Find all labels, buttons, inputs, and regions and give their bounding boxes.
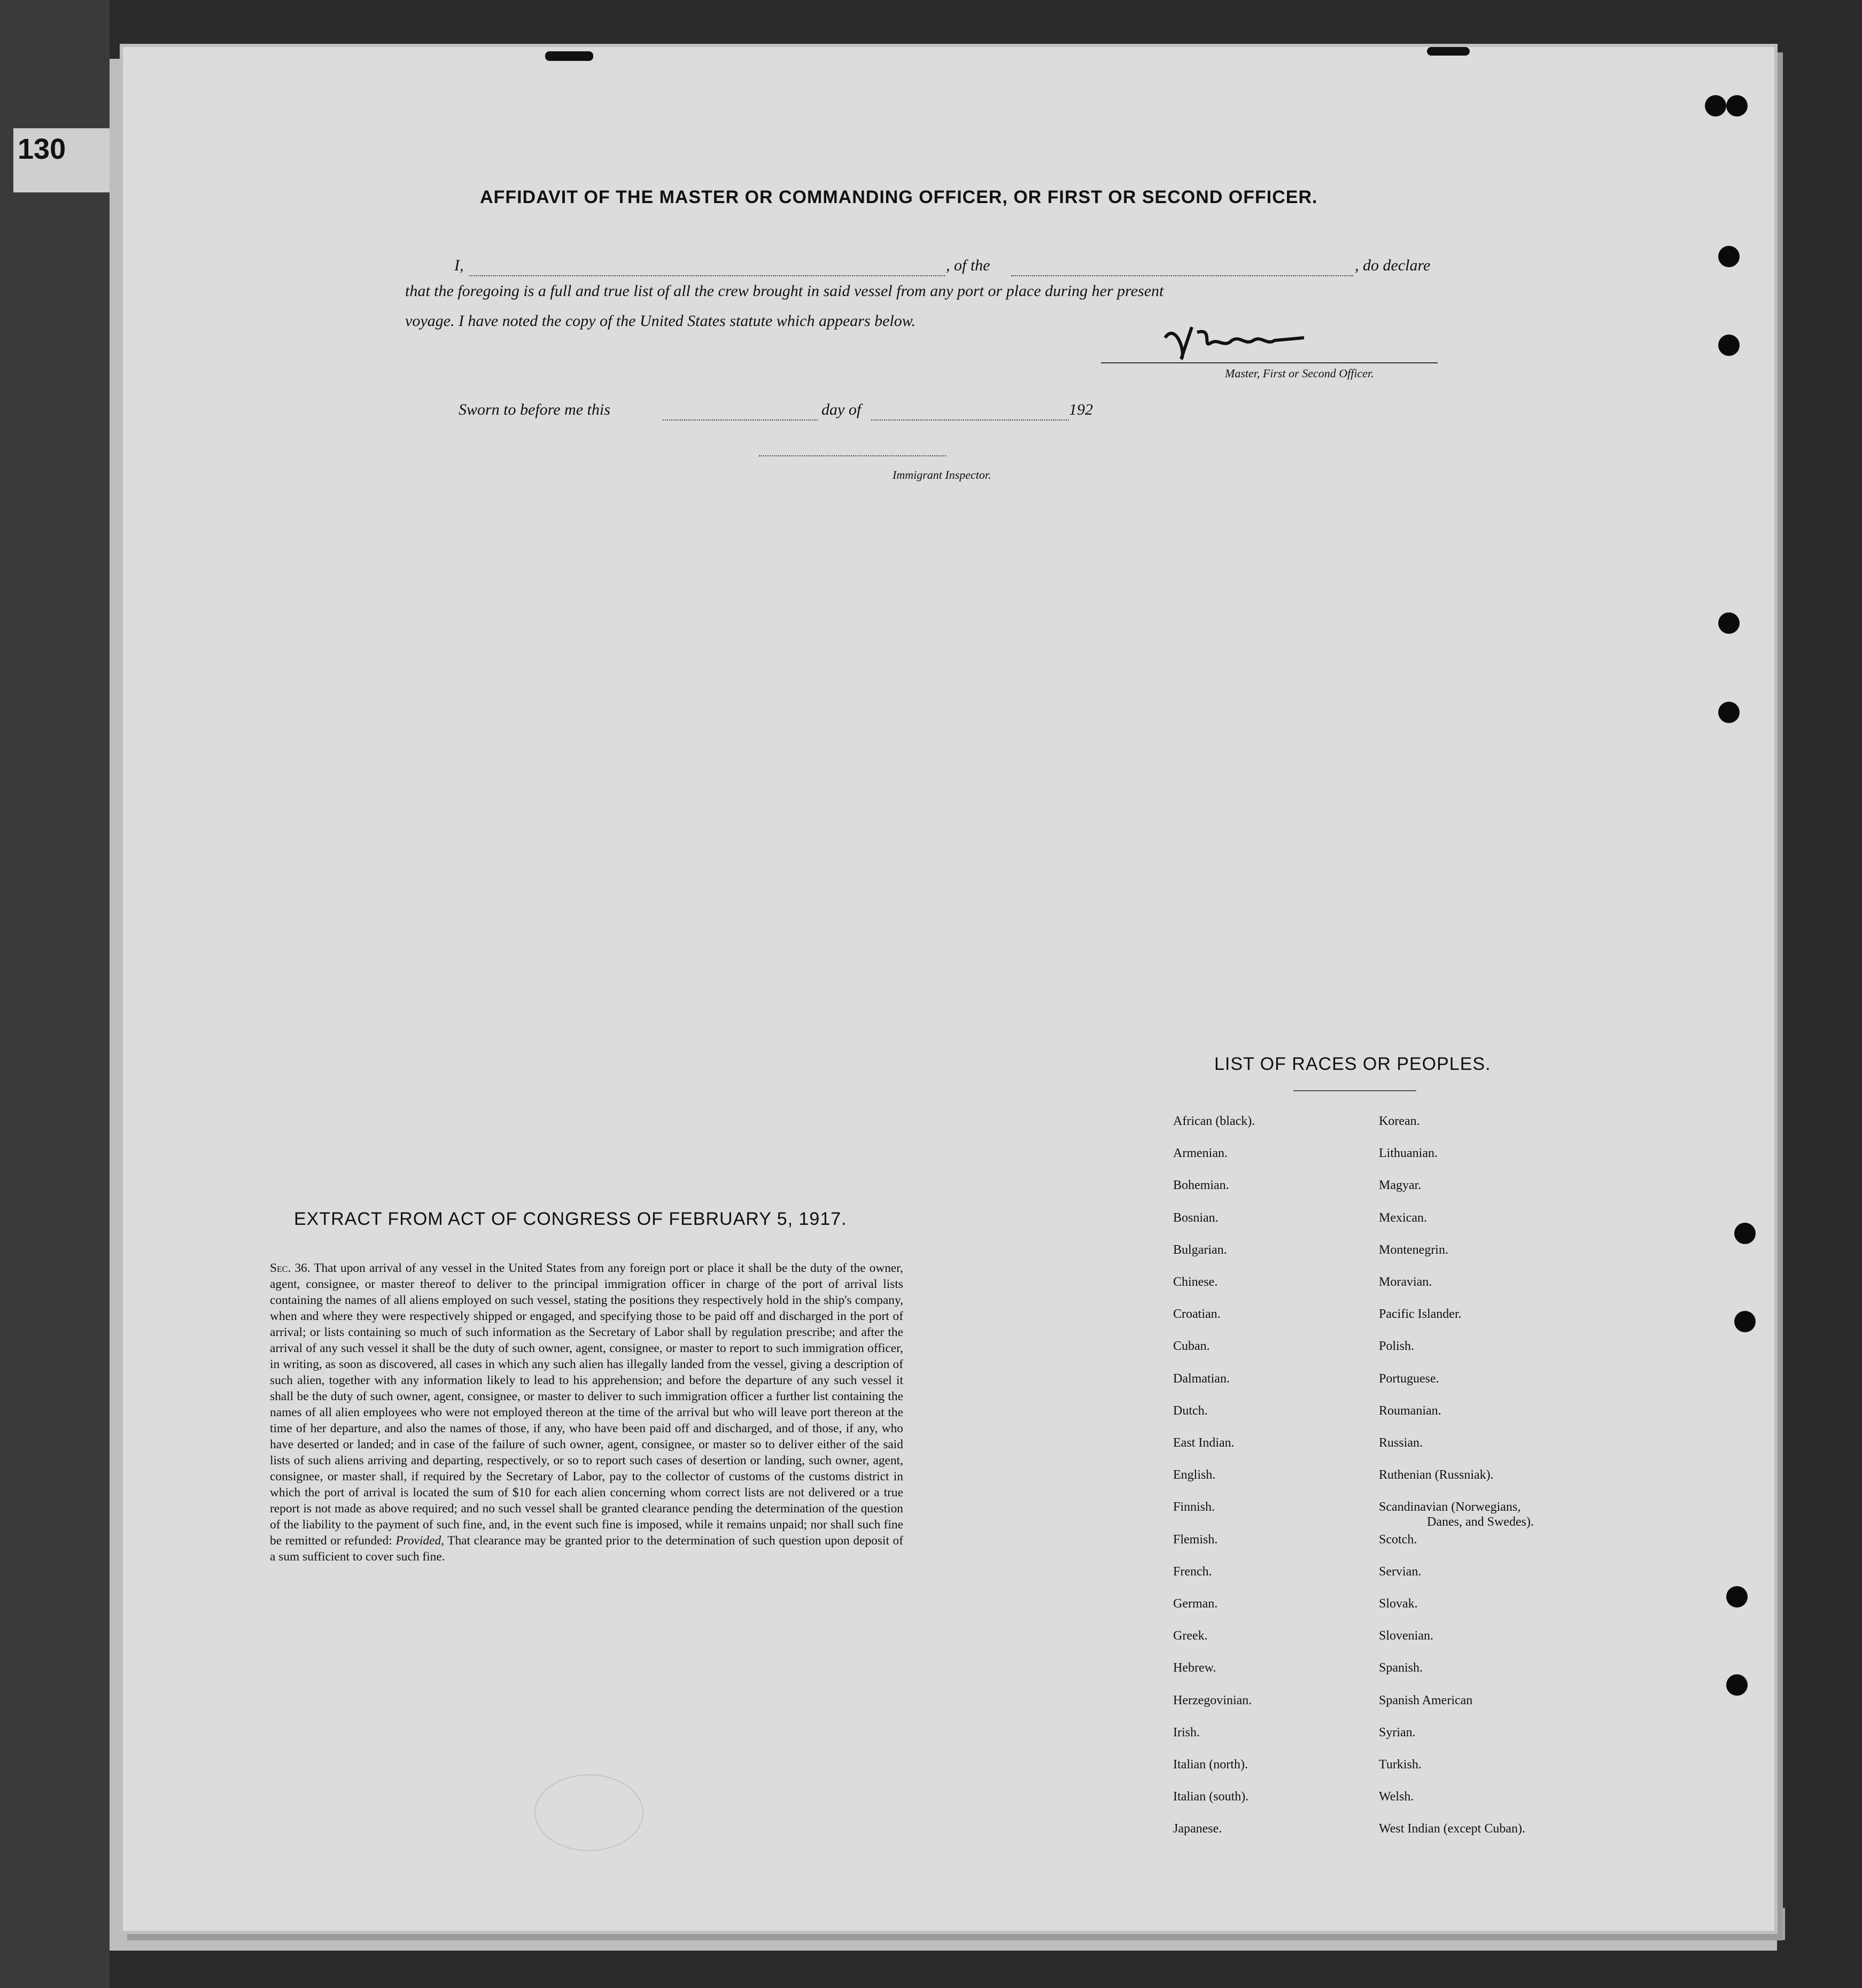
paper-clip-left: [545, 51, 593, 61]
race-item: African (black).: [1173, 1114, 1255, 1128]
sworn-year: 192: [1069, 401, 1093, 418]
extract-title: EXTRACT FROM ACT OF CONGRESS OF FEBRUARY 5, 1917.: [294, 1209, 847, 1229]
inspector-blank: [759, 455, 946, 456]
races-title: LIST OF RACES OR PEOPLES.: [1214, 1054, 1491, 1074]
signature-line: [1101, 362, 1438, 363]
punch-hole: [1734, 1223, 1756, 1244]
race-item: West Indian (except Cuban).: [1379, 1822, 1525, 1836]
race-item: Servian.: [1379, 1564, 1422, 1579]
race-item: Scandinavian (Norwegians,: [1379, 1500, 1521, 1515]
race-item: English.: [1173, 1468, 1216, 1482]
race-item: Pacific Islander.: [1379, 1307, 1462, 1322]
punch-hole: [1718, 335, 1740, 356]
sworn-day-of: day of: [821, 401, 862, 418]
affidavit-title: AFFIDAVIT OF THE MASTER OR COMMANDING OFFICER, OR FIRST OR SECOND OFFICER.: [480, 187, 1318, 207]
race-item: East Indian.: [1173, 1436, 1235, 1450]
race-item: Bosnian.: [1173, 1210, 1219, 1225]
race-item: Armenian.: [1173, 1146, 1228, 1161]
race-item: Lithuanian.: [1379, 1146, 1438, 1161]
race-item: Spanish.: [1379, 1661, 1423, 1675]
race-item: Turkish.: [1379, 1758, 1422, 1772]
faint-stamp: [534, 1774, 643, 1851]
race-item: Bohemian.: [1173, 1178, 1229, 1193]
race-item: Roumanian.: [1379, 1403, 1441, 1418]
race-item: Flemish.: [1173, 1532, 1218, 1547]
race-item: Magyar.: [1379, 1178, 1422, 1193]
sworn-day-blank: [663, 420, 818, 421]
vessel-name-blank: [1011, 275, 1353, 276]
race-item: German.: [1173, 1597, 1218, 1611]
manifest-page: [123, 47, 1774, 1931]
race-item: Slovenian.: [1379, 1629, 1433, 1643]
race-item: Slovak.: [1379, 1597, 1418, 1611]
affidavit-of-the: , of the: [946, 257, 990, 274]
paper-clip-right: [1427, 47, 1470, 56]
races-rule: [1293, 1090, 1416, 1091]
extract-text-2: That clearance may be granted prior to the determination of such question upon deposit of a sum sufficient to cover such fine.: [270, 1534, 903, 1564]
affidavit-line-3: voyage. I have noted the copy of the United States statute which appears below.: [405, 312, 916, 330]
race-item: Herzegovinian.: [1173, 1693, 1252, 1707]
punch-hole: [1726, 95, 1748, 117]
race-item: Danes, and Swedes).: [1427, 1515, 1534, 1529]
race-item: Montenegrin.: [1379, 1242, 1448, 1257]
background-strip: [0, 0, 110, 1988]
signature-caption: Master, First or Second Officer.: [1225, 367, 1374, 380]
strip-label: [13, 128, 110, 192]
sworn-month-blank: [871, 420, 1069, 421]
punch-hole: [1718, 246, 1740, 267]
punch-hole: [1705, 95, 1726, 117]
master-name-blank: [469, 275, 945, 276]
race-item: Ruthenian (Russniak).: [1379, 1468, 1494, 1482]
race-item: Chinese.: [1173, 1275, 1218, 1289]
race-item: Welsh.: [1379, 1790, 1414, 1804]
affidavit-do-declare: , do declare: [1355, 257, 1431, 274]
affidavit-i: I,: [454, 257, 464, 274]
race-item: Korean.: [1379, 1114, 1420, 1128]
race-item: Irish.: [1173, 1725, 1200, 1740]
sworn-label: Sworn to before me this: [459, 401, 610, 418]
extract-provided: Provided,: [395, 1534, 445, 1548]
race-item: Portuguese.: [1379, 1371, 1439, 1386]
affidavit-line-2: that the foregoing is a full and true list of all the crew brought in said vessel from any port or place during her present: [405, 282, 1164, 300]
punch-hole: [1734, 1311, 1756, 1332]
race-item: Syrian.: [1379, 1725, 1416, 1740]
race-item: Finnish.: [1173, 1500, 1215, 1515]
race-item: Hebrew.: [1173, 1661, 1216, 1675]
race-item: Croatian.: [1173, 1307, 1221, 1322]
punch-hole: [1718, 702, 1740, 723]
race-item: Russian.: [1379, 1436, 1423, 1450]
extract-text-1: That upon arrival of any vessel in the United States from any foreign port or place it shall be the duty of the owner, agent, consignee, or master thereof to deliver to the principal immigration officer in charge of the port of arrival lists containing the names of all aliens employed on such vessel, stating the positions they respectively hold in the ship's company, when and where they were respectively shipped or engaged, and specifying those to be paid off and discharged in the port of arrival; or lists containing so much of such information as the Secretary of Labor shall by regulation prescribe; and after the arrival of any such vessel it shall be the duty of such owner, agent, consignee, or master to report to such immigration officer, in writing, as soon as discovered, all cases in which any such alien has illegally landed from the vessel, giving a description of such alien, together with any information likely to lead to his apprehension; and before the departure of any such vessel it shall be the duty of such owner, agent, consignee, or master to deliver to such immigration officer a further list containing the names of all alien employees who were not employed thereon at the time of the arrival but who will leave port thereon at the time of her departure, and also the names of those, if any, who have been paid off and discharged, and of those, if any, who have deserted or landed; and in case of the failure of such owner, agent, consignee, or master so to deliver either of the said lists of such aliens arriving and departing, respectively, or so to report such cases of desertion or landing, such owner, agent, consignee, or master shall, if required by the Secretary of Labor, pay to the collector of customs of the customs district in which the port of arrival is located the sum of $10 for each alien concerning whom correct lists are not delivered or a true report is not made as above required; and no such vessel shall be granted clearance pending the determination of the question of the liability to the payment of such fine, and, in the event such fine is imposed, while it remains unpaid; nor shall such fine be remitted or refunded:: [270, 1261, 903, 1548]
race-item: Spanish American: [1379, 1693, 1473, 1707]
inspector-caption: Immigrant Inspector.: [893, 468, 991, 482]
race-item: Cuban.: [1173, 1339, 1210, 1354]
race-item: Moravian.: [1379, 1275, 1432, 1289]
extract-body: [270, 1260, 903, 1565]
race-item: French.: [1173, 1564, 1212, 1579]
race-item: Dutch.: [1173, 1403, 1208, 1418]
race-item: Japanese.: [1173, 1822, 1222, 1836]
section-label: Sec. 36.: [270, 1261, 311, 1275]
race-item: Italian (north).: [1173, 1758, 1248, 1772]
master-signature: [1160, 316, 1309, 364]
race-item: Bulgarian.: [1173, 1242, 1227, 1257]
punch-hole: [1726, 1674, 1748, 1696]
race-item: Greek.: [1173, 1629, 1208, 1643]
punch-hole: [1718, 612, 1740, 634]
race-item: Dalmatian.: [1173, 1371, 1230, 1386]
race-item: Italian (south).: [1173, 1790, 1249, 1804]
race-item: Scotch.: [1379, 1532, 1417, 1547]
strip-label-text: 130: [18, 133, 66, 165]
punch-hole: [1726, 1586, 1748, 1608]
race-item: Mexican.: [1379, 1210, 1427, 1225]
race-item: Polish.: [1379, 1339, 1415, 1354]
